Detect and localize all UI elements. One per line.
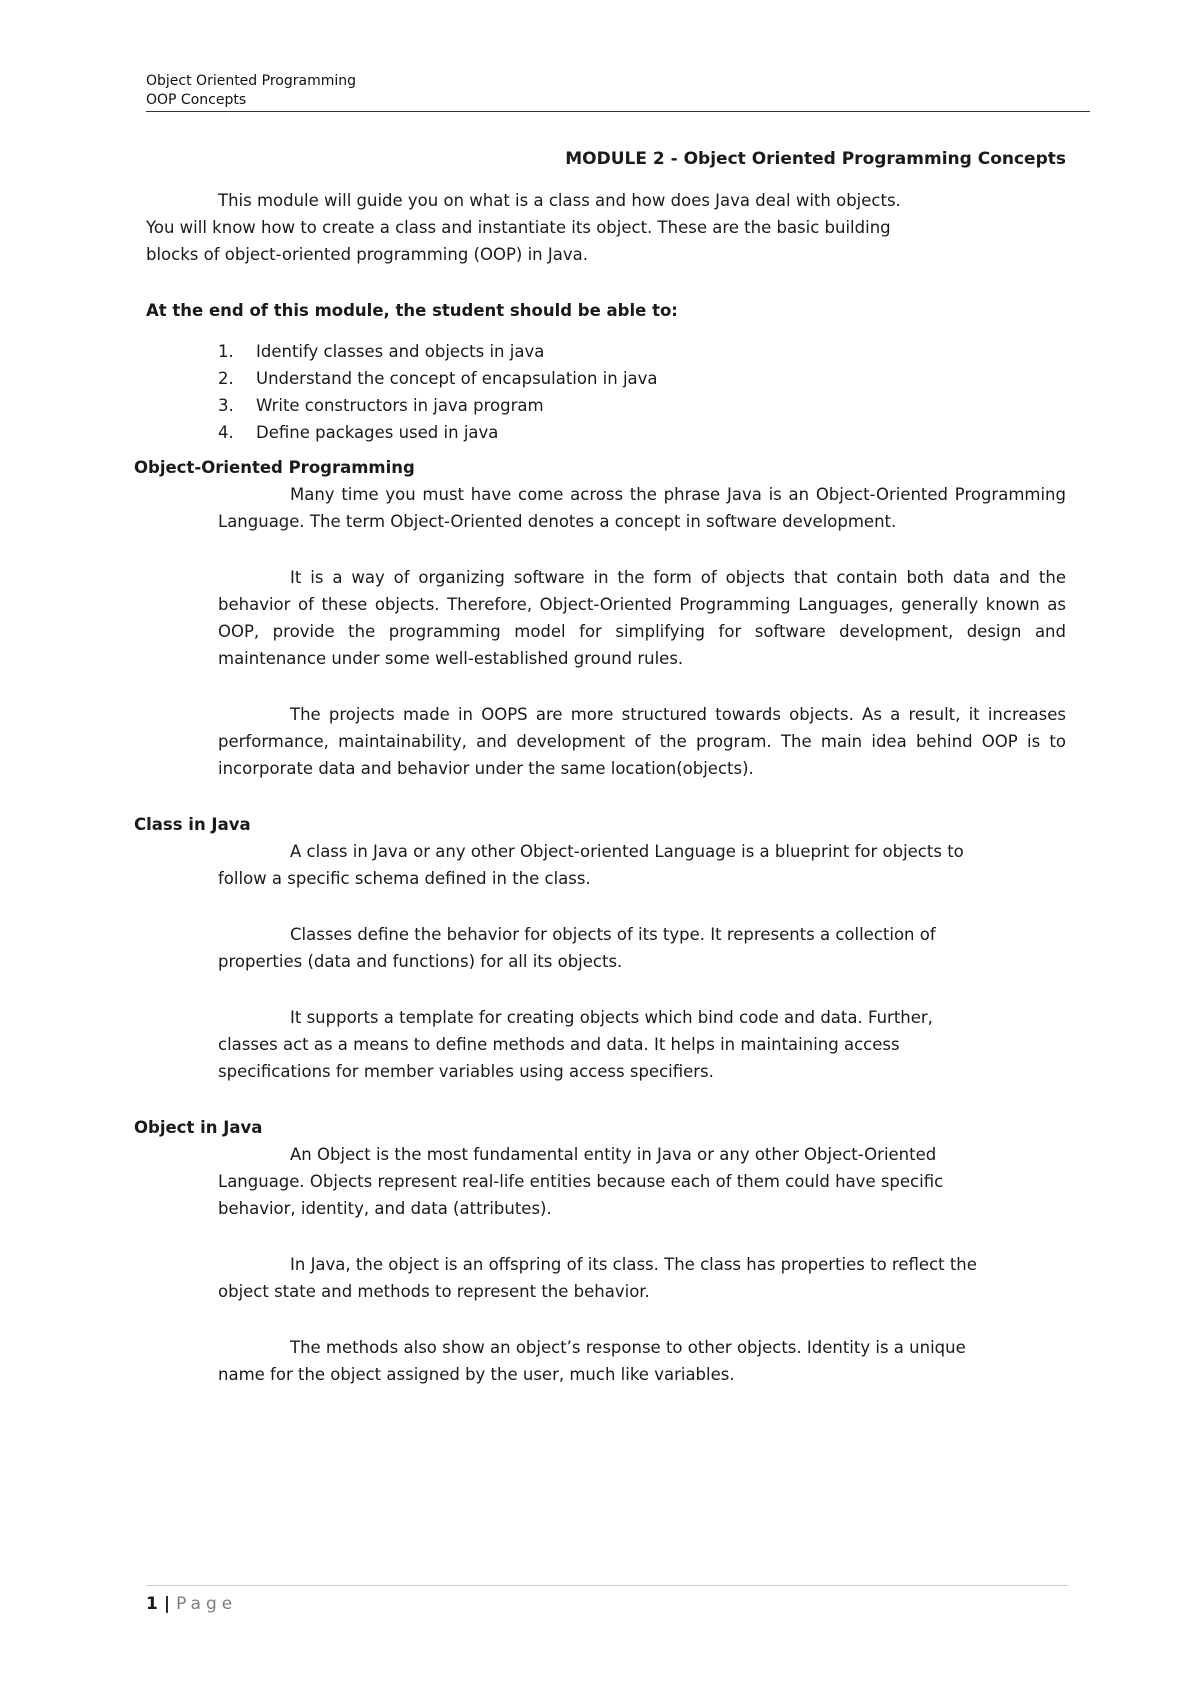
class-paragraph-3-line-3: specifications for member variables using access specifiers.: [218, 1062, 714, 1081]
list-item-text: Identify classes and objects in java: [256, 342, 545, 361]
header-divider: [146, 111, 1090, 112]
object-paragraph-1-line-3: behavior, identity, and data (attributes).: [218, 1199, 552, 1218]
oop-paragraph-2: It is a way of organizing software in the form of objects that contain both data and the behavior of these objects. Therefore, Object-Oriented Programming Languages, generally known as OOP, provide the programming model for simplifying for software development, design and maintenance under some well-established ground rules.: [218, 568, 1066, 668]
object-paragraph-3-line-1: The methods also show an object’s response to other objects. Identity is a unique: [290, 1338, 966, 1357]
footer-divider: [146, 1585, 1068, 1586]
object-paragraph-2-line-2: object state and methods to represent the behavior.: [218, 1282, 650, 1301]
objectives-list: [146, 338, 1066, 446]
list-item: [218, 338, 1066, 365]
page-footer: [146, 1594, 237, 1614]
list-item: [218, 419, 1066, 446]
list-item-number: 2.: [218, 369, 234, 388]
section-heading-class: Class in Java: [134, 815, 251, 834]
intro-paragraph: [146, 187, 1066, 268]
list-item: [218, 392, 1066, 419]
object-paragraph-1-line-1: An Object is the most fundamental entity in Java or any other Object-Oriented: [290, 1145, 937, 1164]
oop-paragraph-1: Many time you must have come across the phrase Java is an Object-Oriented Programming Language. The term Object-Oriented denotes a concept in software development.: [218, 485, 1066, 531]
section-heading-oop: Object-Oriented Programming: [134, 458, 415, 477]
list-item-number: 4.: [218, 423, 234, 442]
page-number: 1: [146, 1594, 158, 1614]
intro-line-3: blocks of object-oriented programming (OOP) in Java.: [146, 245, 588, 264]
object-paragraph-2-line-1: In Java, the object is an offspring of its class. The class has properties to reflect the: [290, 1255, 977, 1274]
object-paragraph-3-line-2: name for the object assigned by the user, much like variables.: [218, 1365, 735, 1384]
module-title: MODULE 2 - Object Oriented Programming Concepts: [565, 149, 1066, 169]
class-paragraph-2-line-2: properties (data and functions) for all its objects.: [218, 952, 623, 971]
section-heading-object: Object in Java: [134, 1118, 263, 1137]
class-paragraph-1-line-1: A class in Java or any other Object-oriented Language is a blueprint for objects to: [290, 842, 964, 861]
list-item-number: 3.: [218, 396, 234, 415]
list-item-text: Understand the concept of encapsulation in java: [256, 369, 658, 388]
list-item-number: 1.: [218, 342, 234, 361]
object-paragraph-1-line-2: Language. Objects represent real-life entities because each of them could have specific: [218, 1172, 944, 1191]
list-item-text: Write constructors in java program: [256, 396, 544, 415]
class-paragraph-1-line-2: follow a specific schema defined in the class.: [218, 869, 591, 888]
page-header: [146, 72, 1090, 110]
list-item: [218, 365, 1066, 392]
objectives-heading: At the end of this module, the student should be able to:: [146, 301, 678, 320]
class-paragraph-3-line-1: It supports a template for creating objects which bind code and data. Further,: [290, 1008, 933, 1027]
class-paragraph-2-line-1: Classes define the behavior for objects of its type. It represents a collection of: [290, 925, 936, 944]
oop-paragraph-3: The projects made in OOPS are more structured towards objects. As a result, it increases performance, maintainability, and development of the program. The main idea behind OOP is to incorporate data and behavior under the same location(objects).: [218, 705, 1066, 778]
page-label: Page: [176, 1594, 238, 1614]
footer-separator: |: [163, 1594, 171, 1614]
class-paragraph-3-line-2: classes act as a means to define methods and data. It helps in maintaining access: [218, 1035, 900, 1054]
intro-line-2: You will know how to create a class and instantiate its object. These are the basic building: [146, 218, 891, 237]
document-body: [134, 146, 1066, 1388]
header-topic: OOP Concepts: [146, 92, 247, 108]
list-item-text: Define packages used in java: [256, 423, 499, 442]
header-course-title: Object Oriented Programming: [146, 73, 356, 89]
intro-line-1: This module will guide you on what is a class and how does Java deal with objects.: [218, 191, 901, 210]
